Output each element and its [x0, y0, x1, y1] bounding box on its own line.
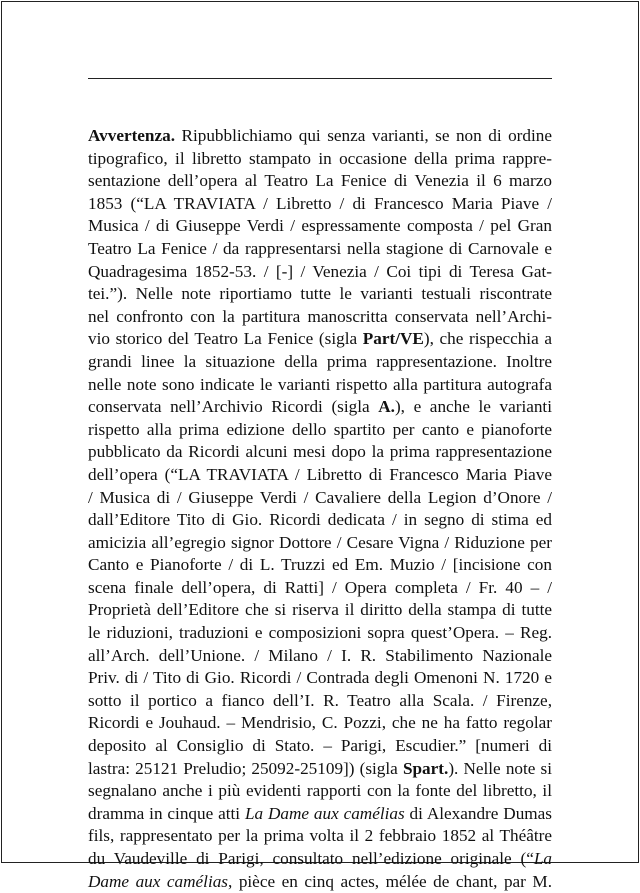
text-line: vio storico del Teatro La Fenice (sigla Part/VE), che rispecchia a [88, 329, 552, 349]
text-line: dell’opera (“LA TRAVIATA / Libretto di Francesco Maria Piave [88, 464, 552, 484]
text-line: deposito al Consiglio di Stato. – Parigi, Escudier.” [numeri di [88, 736, 552, 756]
sigla-part-ve: Part/VE [362, 329, 424, 349]
sigla-a: A. [378, 397, 395, 417]
text-line: Proprietà dell’Editore che si riserva il diritto della stampa di tutte [88, 600, 552, 620]
text-line: tipografico, il libretto stampato in occasione della prima rappre- [88, 148, 552, 168]
work-title: Dame aux camélias [88, 871, 228, 891]
text-line: nel confronto con la partitura manoscritta conservata nell’Archi- [88, 306, 552, 326]
text-line: all’Arch. dell’Unione. / Milano / I. R. Stabilimento Nazionale [88, 645, 552, 665]
text-line: rispetto alla prima edizione dello spartito per canto e pianoforte [88, 419, 552, 439]
text-line: fils, rappresentato per la prima volta il 2 febbraio 1852 al Théâtre [88, 826, 552, 846]
text-line: Musica / di Giuseppe Verdi / espressamente composta / pel Gran [88, 216, 552, 236]
text-line: Dame aux camélias, pièce en cinq actes, mélée de chant, par M. [88, 871, 552, 891]
text-line: segnalano anche i più evidenti rapporti con la fonte del libretto, il [88, 781, 552, 801]
text-line: Canto e Pianoforte / di L. Truzzi ed Em. Muzio / [incisione con [88, 555, 552, 575]
text-line: sotto il portico a fianco dell’I. R. Teatro alla Scala. / Firenze, [88, 690, 552, 710]
text-line: dramma in cinque atti La Dame aux camélias di Alexandre Dumas [88, 803, 552, 823]
header-rule [88, 78, 552, 79]
text-line: scena finale dell’opera, di Ratti] / Opera completa / Fr. 40 – / [88, 577, 552, 597]
text-line: dall’Editore Tito di Gio. Ricordi dedicata / in segno di stima ed [88, 510, 552, 530]
text-line: grandi linee la situazione della prima rappresentazione. Inoltre [88, 351, 552, 371]
text-line: pubblicato da Ricordi alcuni mesi dopo la prima rappresentazione [88, 442, 552, 462]
work-title: La [533, 849, 552, 868]
text-line: Teatro La Fenice / da rappresentarsi nella stagione di Carnovale e [88, 238, 552, 258]
text-line: 1853 (“LA TRAVIATA / Libretto / di Francesco Maria Piave / [88, 193, 552, 213]
text-line: lastra: 25121 Preludio; 25092-25109]) (sigla Spart.). Nelle note si [88, 758, 553, 778]
text-line: conservata nell’Archivio Ricordi (sigla A.), e anche le varianti [88, 397, 552, 417]
text-line: tei.”). Nelle note riportiamo tutte le varianti testuali riscontrate [88, 284, 552, 304]
text-line: Avvertenza. Ripubblichiamo qui senza varianti, se non di ordine [88, 126, 552, 145]
text-line: Priv. di / Tito di Gio. Ricordi / Contrada degli Omenoni N. 1720 e [88, 668, 552, 688]
text-line: / Musica di / Giuseppe Verdi / Cavaliere della Legion d’Onore / [88, 487, 552, 507]
text-line: nelle note sono indicate le varianti rispetto alla partitura autografa [88, 374, 552, 394]
sigla-spart: Spart. [402, 758, 449, 778]
text-line: le riduzioni, traduzioni e composizioni sopra quest’Opera. – Reg. [88, 623, 552, 643]
section-heading: Avvertenza. [88, 126, 176, 145]
work-title: La Dame aux camélias [244, 803, 405, 823]
text-line: du Vaudeville di Parigi, consultato nell’edizione originale (“La [88, 849, 552, 868]
text-line: Quadragesima 1852-53. / [-] / Venezia / Coi tipi di Teresa Gat- [88, 261, 552, 281]
text-line: amicizia all’egregio signor Dottore / Cesare Vigna / Riduzione per [88, 532, 552, 552]
text-line: Ricordi e Jouhaud. – Mendrisio, C. Pozzi, che ne ha fatto regolar [88, 713, 552, 733]
text-line: sentazione dell’opera al Teatro La Fenice di Venezia il 6 marzo [88, 171, 552, 191]
avvertenza-paragraph [88, 125, 552, 893]
